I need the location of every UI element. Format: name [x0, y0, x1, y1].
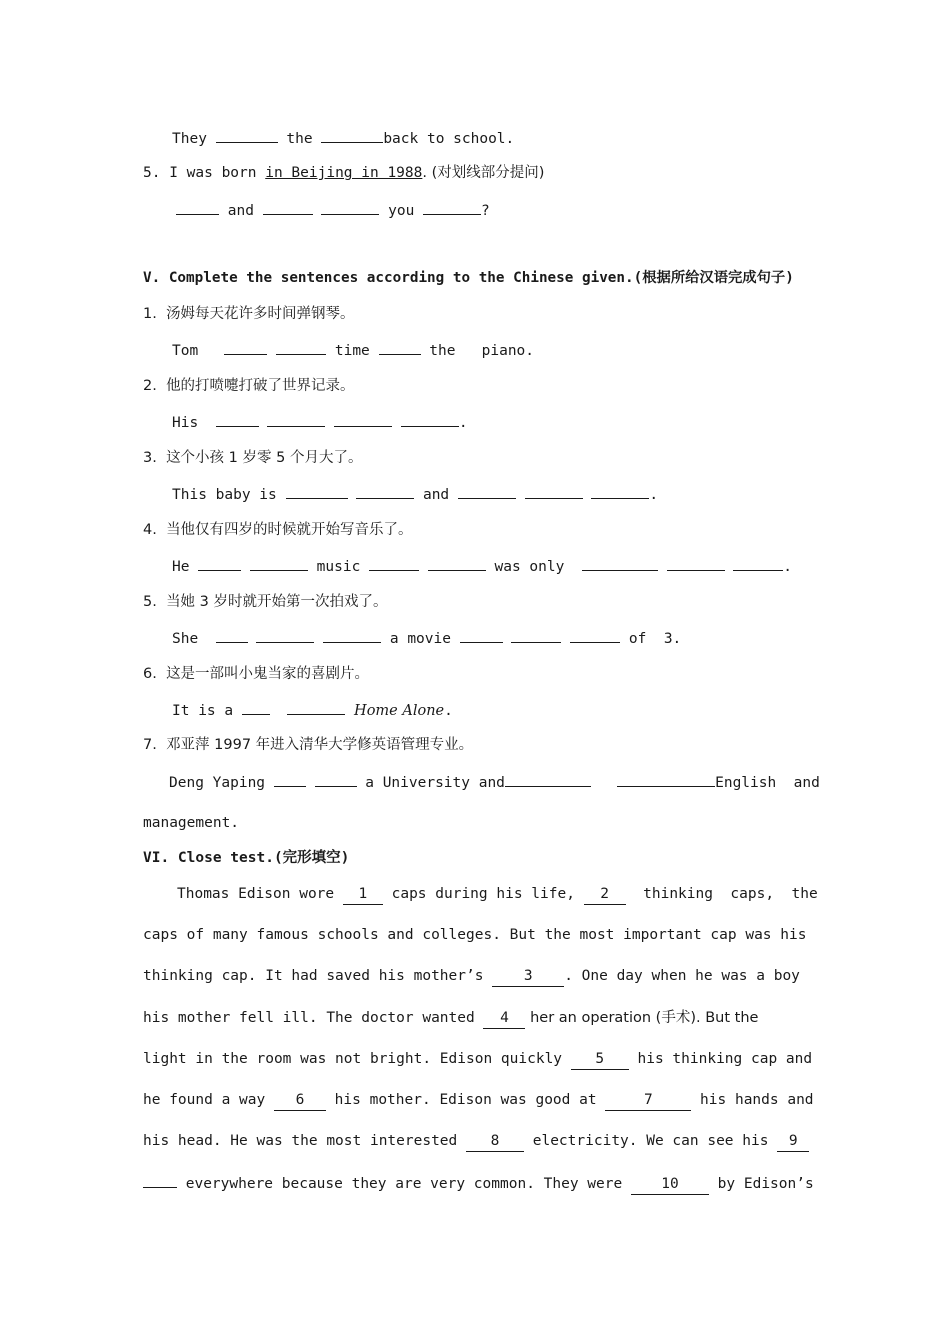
cloze-blank-4[interactable]: 4: [483, 1008, 525, 1029]
answer-blank[interactable]: [274, 772, 306, 787]
passage-line-4: his mother fell ill. The doctor wanted 4 her an operation (手术). But the: [143, 1008, 758, 1029]
answer-blank[interactable]: [315, 772, 357, 787]
answer-blank[interactable]: [369, 556, 419, 571]
answer-blank[interactable]: [428, 556, 486, 571]
cloze-blank-5[interactable]: 5: [571, 1049, 629, 1070]
passage-line-2: caps of many famous schools and colleges. But the most important cap was his: [143, 927, 807, 943]
answer-blank[interactable]: [525, 484, 583, 499]
sentence-they-back-to-school: They the back to school.: [172, 128, 514, 149]
answer-blank[interactable]: [356, 484, 414, 499]
passage-line-6: he found a way 6 his mother. Edison was good at 7 his hands and: [143, 1090, 814, 1111]
item-7-english: Deng Yaping a University and English and: [169, 772, 820, 793]
answer-blank[interactable]: [667, 556, 725, 571]
answer-blank[interactable]: [216, 628, 248, 643]
answer-blank[interactable]: [256, 628, 314, 643]
answer-blank[interactable]: [250, 556, 308, 571]
cloze-blank-7[interactable]: 7: [605, 1090, 691, 1111]
answer-blank[interactable]: [286, 484, 348, 499]
cloze-blank-3[interactable]: 3: [492, 966, 564, 987]
item-4-chinese: 4. 当他仅有四岁的时候就开始写音乐了。: [143, 522, 413, 538]
answer-blank[interactable]: [511, 628, 561, 643]
question-5-born: 5. I was born in Beijing in 1988. (对划线部分提问): [143, 165, 545, 181]
cloze-blank-9-cont[interactable]: [143, 1173, 177, 1188]
cloze-blank-6[interactable]: 6: [274, 1090, 326, 1111]
answer-blank[interactable]: [379, 340, 421, 355]
question-5-answer-line: and you ?: [176, 200, 490, 221]
item-2-chinese: 2. 他的打喷嚏打破了世界记录。: [143, 378, 355, 394]
answer-blank[interactable]: [176, 200, 219, 215]
passage-line-8: everywhere because they are very common. They were 10 by Edison’s: [143, 1173, 814, 1195]
cloze-blank-2[interactable]: 2: [584, 884, 626, 905]
item-5-chinese: 5. 当她 3 岁时就开始第一次拍戏了。: [143, 594, 388, 610]
answer-blank[interactable]: [505, 772, 591, 787]
answer-blank[interactable]: [321, 200, 379, 215]
answer-blank[interactable]: [263, 200, 313, 215]
section-6-heading: VI. Close test.(完形填空): [143, 850, 350, 866]
answer-blank[interactable]: [401, 412, 459, 427]
cloze-blank-9[interactable]: 9: [777, 1131, 809, 1152]
answer-blank[interactable]: [460, 628, 503, 643]
item-6-english: It is a Home Alone.: [172, 700, 453, 721]
underlined-phrase: in Beijing in 1988: [265, 165, 423, 181]
cloze-blank-10[interactable]: 10: [631, 1174, 709, 1195]
item-4-english: He music was only .: [172, 556, 792, 577]
answer-blank[interactable]: [733, 556, 783, 571]
answer-blank[interactable]: [570, 628, 620, 643]
cloze-blank-1[interactable]: 1: [343, 884, 383, 905]
answer-blank[interactable]: [423, 200, 481, 215]
item-1-english: Tom time the piano.: [172, 340, 534, 361]
answer-blank[interactable]: [591, 484, 649, 499]
answer-blank[interactable]: [323, 628, 381, 643]
item-3-english: This baby is and .: [172, 484, 658, 505]
answer-blank[interactable]: [458, 484, 516, 499]
section-5-heading: V. Complete the sentences according to the Chinese given.(根据所给汉语完成句子): [143, 270, 794, 286]
item-6-chinese: 6. 这是一部叫小鬼当家的喜剧片。: [143, 666, 370, 682]
answer-blank[interactable]: [224, 340, 267, 355]
answer-blank[interactable]: [582, 556, 658, 571]
passage-line-5: light in the room was not bright. Edison quickly 5 his thinking cap and: [143, 1049, 812, 1070]
item-7-chinese: 7. 邓亚萍 1997 年进入清华大学修英语管理专业。: [143, 737, 474, 753]
passage-line-1: Thomas Edison wore 1 caps during his life, 2 thinking caps, the: [177, 884, 818, 905]
answer-blank[interactable]: [617, 772, 715, 787]
item-2-english: His .: [172, 412, 468, 433]
answer-blank[interactable]: [216, 412, 259, 427]
answer-blank[interactable]: [242, 700, 270, 715]
answer-blank[interactable]: [287, 700, 345, 715]
cloze-blank-8[interactable]: 8: [466, 1131, 524, 1152]
answer-blank[interactable]: [321, 128, 383, 143]
answer-blank[interactable]: [334, 412, 392, 427]
item-5-english: She a movie of 3.: [172, 628, 681, 649]
answer-blank[interactable]: [198, 556, 241, 571]
item-7-english-cont: management.: [143, 815, 240, 831]
passage-line-3: thinking cap. It had saved his mother’s 3 . One day when he was a boy: [143, 966, 800, 987]
answer-blank[interactable]: [216, 128, 278, 143]
item-3-chinese: 3. 这个小孩 1 岁零 5 个月大了。: [143, 450, 363, 466]
passage-line-7: his head. He was the most interested 8 electricity. We can see his 9: [143, 1131, 809, 1152]
answer-blank[interactable]: [276, 340, 326, 355]
answer-blank[interactable]: [267, 412, 325, 427]
item-1-chinese: 1. 汤姆每天花许多时间弹钢琴。: [143, 306, 355, 322]
